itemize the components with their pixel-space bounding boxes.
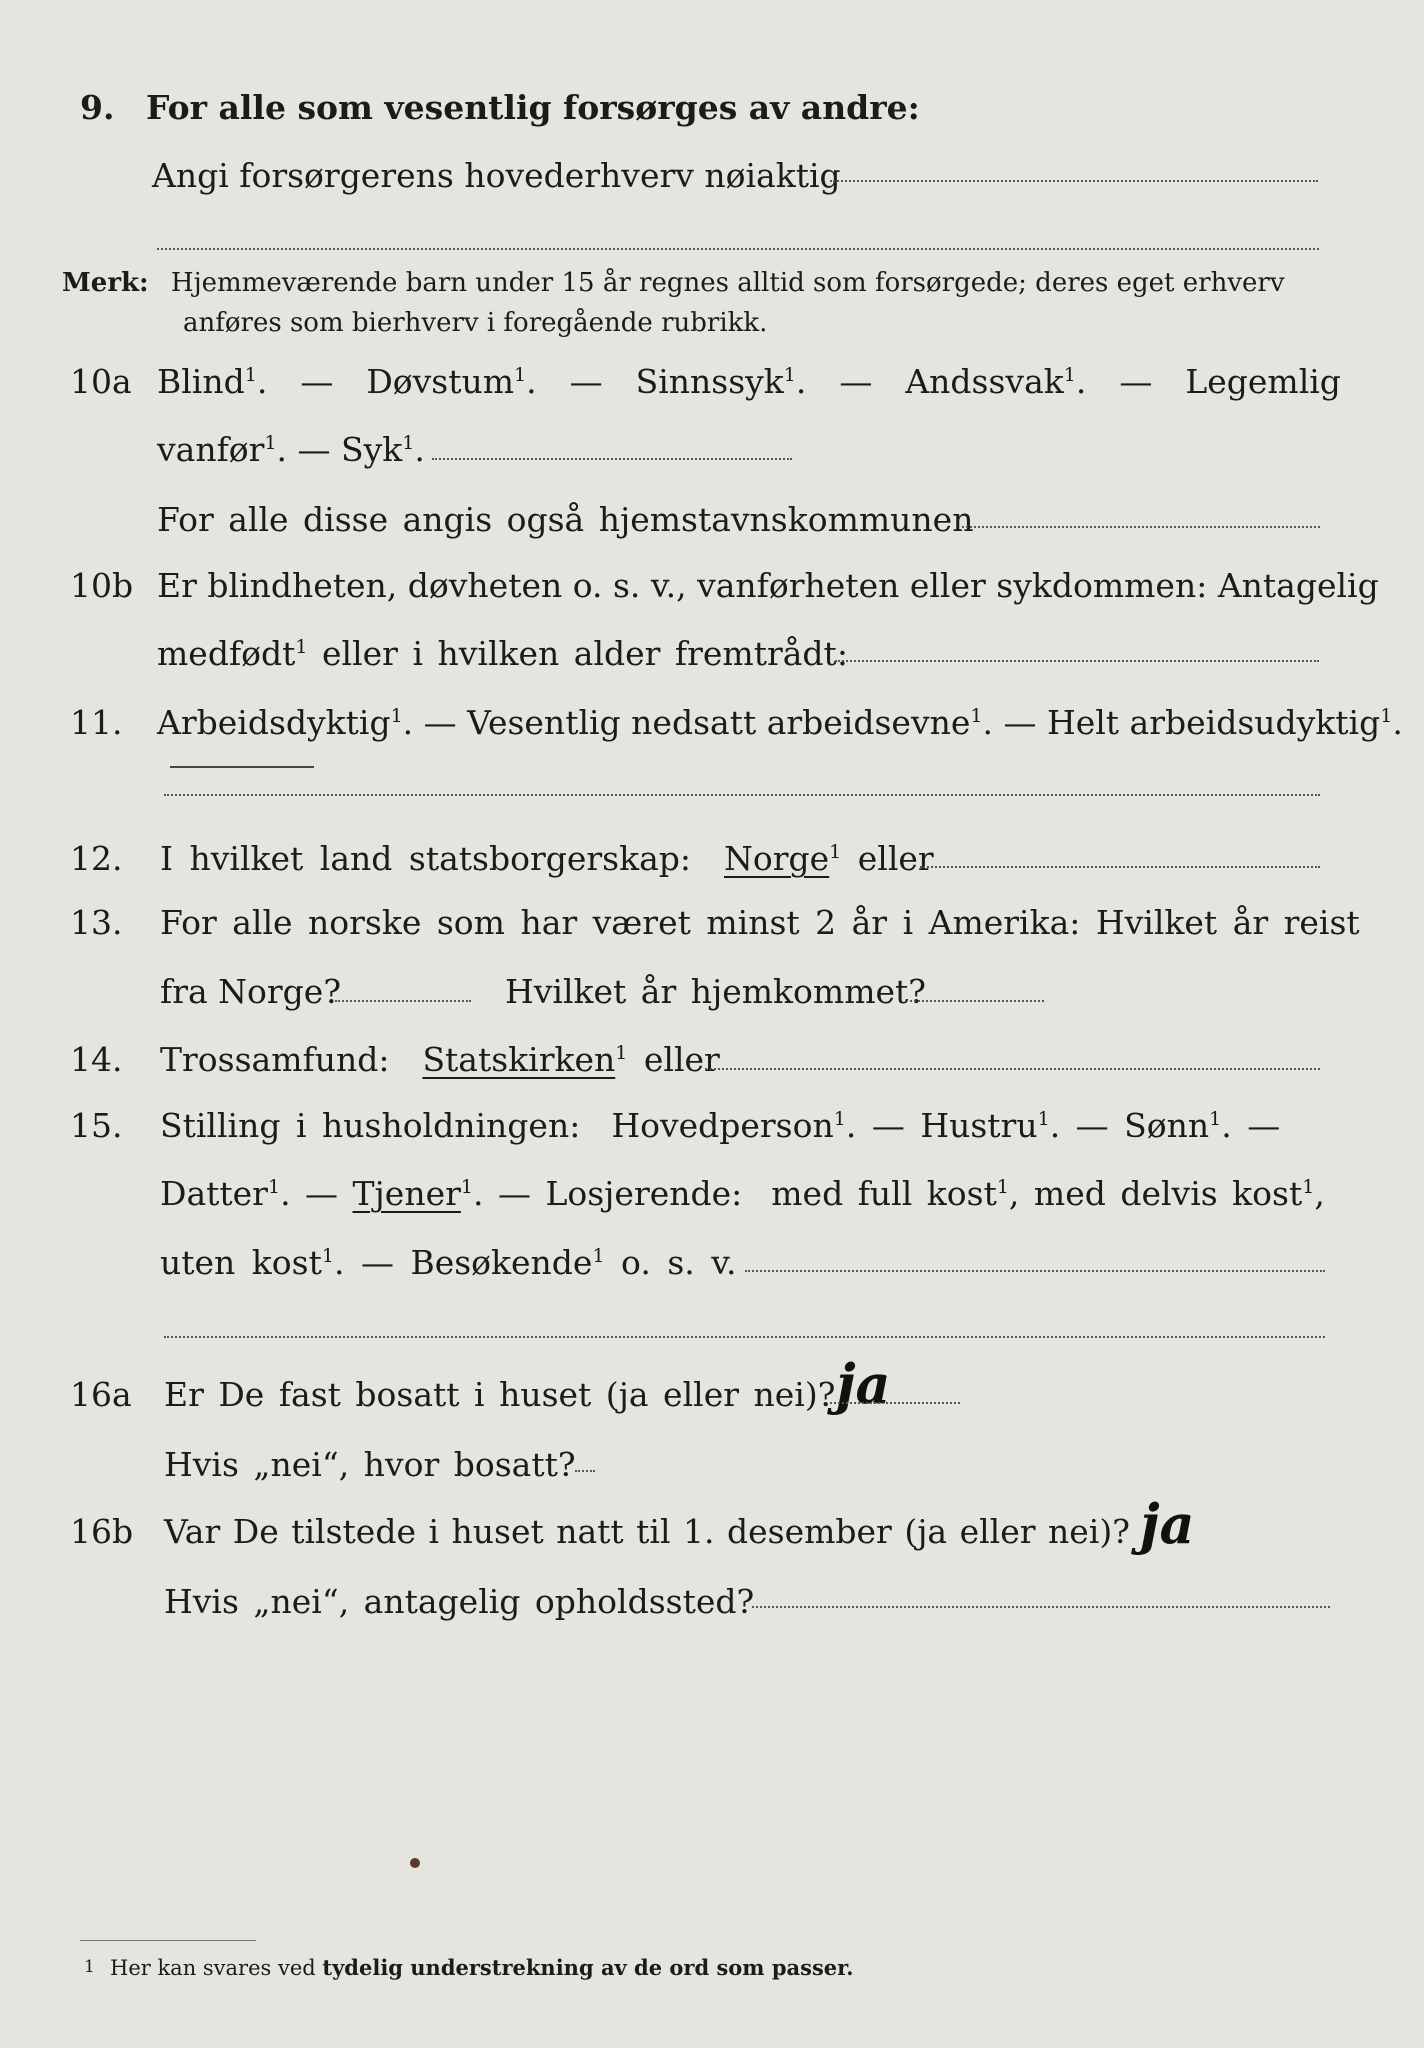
selected-answer-tjener: Tjener: [352, 1174, 461, 1213]
handwritten-answer-16a: ja: [836, 1352, 891, 1416]
note-label: Merk:: [62, 268, 149, 298]
answer-field-13-hjemkommet[interactable]: [910, 1000, 1044, 1002]
question-text: Var De tilstede i huset natt til 1. desember (ja eller nei)?: [164, 1512, 1130, 1551]
footnote-text: Her kan svares ved tydelig understrekning av de ord som passer.: [110, 1955, 854, 1980]
answer-field-9[interactable]: [830, 180, 1318, 182]
handwritten-underline: [170, 766, 314, 768]
question-number: 12.: [70, 839, 123, 878]
question-text: For alle disse angis også hjemstavnskommunen: [157, 500, 974, 539]
footnote-number: 1: [84, 1957, 95, 1977]
note-merk-line2: anføres som bierhverv i foregående rubrikk.: [183, 308, 768, 338]
question-text: Er De fast bosatt i huset (ja eller nei)?: [164, 1375, 836, 1414]
answer-field-10a-kommune[interactable]: [962, 526, 1320, 528]
handwritten-answer-16b: ja: [1140, 1492, 1195, 1556]
note-text: Hjemmeværende barn under 15 år regnes alltid som forsørgede; deres eget erhverv: [170, 268, 1285, 298]
answer-field-15b[interactable]: [164, 1336, 1325, 1338]
answer-field-10a[interactable]: [432, 458, 792, 460]
question-text: Hvis „nei“, hvor bosatt?: [164, 1445, 576, 1484]
question-number: 14.: [70, 1040, 123, 1079]
answer-field-14[interactable]: [705, 1068, 1320, 1070]
selected-answer-norge: Norge: [724, 839, 830, 878]
answer-field-12[interactable]: [920, 866, 1320, 868]
question-text: uten kost$^1$. — Besøkende$^1$ o. s. v.: [160, 1243, 737, 1282]
question-text: Angi forsørgerens hovederhverv nøiaktig: [152, 156, 841, 195]
question-text: Stilling i husholdningen: Hovedperson$^1$. — Hustru$^1$. — Sønn$^1$. —: [160, 1106, 1281, 1145]
answer-field-11[interactable]: [164, 794, 1320, 796]
question-text: Er blindheten, døvheten o. s. v., vanførheten eller sykdommen: Antagelig: [157, 566, 1379, 605]
answer-field-10b[interactable]: [835, 660, 1319, 662]
question-text: I hvilket land statsborgerskap: Norge$^1$ eller: [160, 839, 934, 878]
question-text: Trossamfund: Statskirken$^1$ eller: [160, 1040, 720, 1079]
answer-field-15[interactable]: [745, 1270, 1325, 1272]
question-text: For alle norske som har været minst 2 år i Amerika: Hvilket år reist: [160, 903, 1360, 942]
question-text: For alle som vesentlig forsørges av andre:: [146, 88, 920, 127]
question-number: 16b: [70, 1512, 134, 1551]
answer-field-16a[interactable]: [830, 1402, 960, 1404]
question-text: Hvilket år hjemkommet?: [505, 972, 926, 1011]
note-merk: [62, 262, 1285, 304]
ink-dot: [410, 1858, 420, 1868]
question-text: medfødt$^1$ eller i hvilken alder fremtrådt:: [157, 634, 848, 673]
question-number: 11.: [70, 703, 123, 742]
question-text: fra Norge?: [160, 972, 342, 1011]
question-number: 10b: [70, 566, 134, 605]
answer-field-16a-bosatt[interactable]: [575, 1470, 595, 1472]
answer-field-9b[interactable]: [157, 248, 1319, 250]
question-number: 13.: [70, 903, 123, 942]
question-text: Blind$^1$. — Døvstum$^1$. — Sinnssyk$^1$. — Andssvak$^1$. — Legemlig: [157, 362, 1341, 401]
question-text: Arbeidsdyktig$^1$. — Vesentlig nedsatt arbeidsevne$^1$. — Helt arbeidsudyktig$^1$.: [157, 703, 1403, 742]
footnote-rule: [80, 1940, 256, 1941]
answer-field-13-reist[interactable]: [335, 1000, 471, 1002]
question-text: Hvis „nei“, antagelig opholdssted?: [164, 1582, 755, 1621]
question-text: vanfør$^1$. — Syk$^1$.: [157, 430, 425, 469]
question-text: Datter$^1$. — Tjener$^1$. — Losjerende: med full kost$^1$, med delvis kost$^1$,: [160, 1174, 1325, 1213]
question-number: 15.: [70, 1106, 123, 1145]
selected-answer-statskirken: Statskirken: [422, 1040, 616, 1079]
answer-field-16b[interactable]: [752, 1606, 1330, 1608]
question-number: 10a: [70, 362, 132, 401]
question-number: 9.: [80, 88, 115, 127]
question-number: 16a: [70, 1375, 132, 1414]
